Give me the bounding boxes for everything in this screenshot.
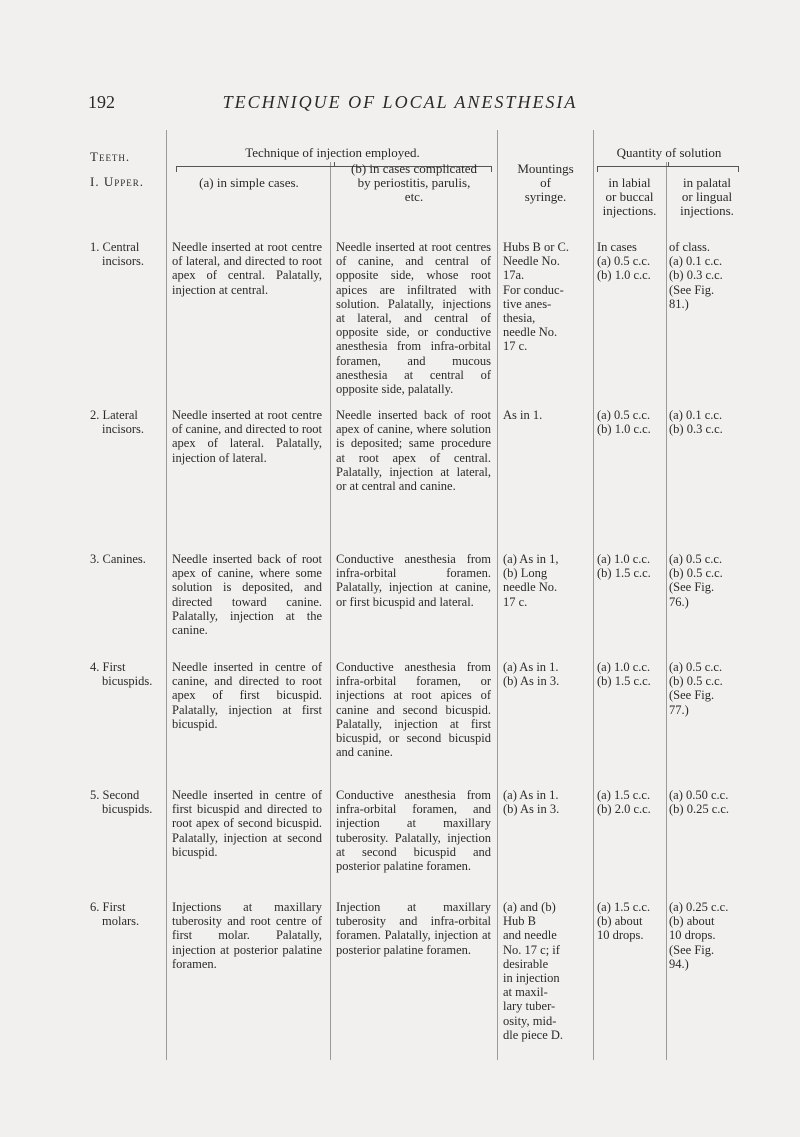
complicated-case-cell: Needle inserted at root centres of canine, and central of opposite side, whose root apices are infiltrated with solution. Palatally, injections at lateral, and central of opposite side, or conductive anesthesia from infra-orbital foramen, and mucous anesthesia at central of opposite side, palatally. — [336, 240, 491, 397]
labial-line: (a) 0.5 c.c. — [597, 254, 651, 269]
palatal-line: (a) 0.50 c.c. — [669, 788, 729, 802]
palatal-line: (a) 0.25 c.c. — [669, 900, 729, 914]
mountings-line: (a) As in 1. — [503, 788, 559, 802]
simple-case-cell: Needle inserted in centre of first bicuspid and directed to root apex of second bicuspid. Palatally, injection at second bicuspid. — [172, 788, 322, 859]
mountings-line: Needle No. — [503, 254, 560, 269]
mountings-cell — [503, 408, 591, 422]
mountings-cell — [503, 240, 591, 354]
rule-teeth — [166, 130, 167, 1060]
labial-line: In cases — [597, 240, 637, 254]
palatal-quantity-cell — [669, 240, 749, 311]
labial-quantity-cell — [597, 408, 667, 436]
labial-line: (b) 1.5 c.c. — [597, 674, 651, 689]
mountings-line: (b) As in 3. — [503, 802, 560, 817]
mountings-line: 17a. — [503, 268, 525, 283]
labial-quantity-cell — [597, 660, 667, 688]
palatal-line: (b) 0.3 c.c. — [669, 422, 723, 437]
palatal-quantity-cell — [669, 900, 749, 971]
mountings-line: in injection — [503, 971, 560, 986]
tooth-label — [90, 240, 166, 268]
header-teeth: Teeth. — [90, 149, 131, 164]
header-quantity-brace — [597, 166, 739, 174]
labial-line: 10 drops. — [597, 928, 644, 943]
palatal-line: (b) 0.3 c.c. — [669, 268, 723, 283]
tooth-label-line: 4. First — [90, 660, 126, 674]
rule-simple — [330, 162, 331, 1060]
palatal-line: (a) 0.1 c.c. — [669, 408, 723, 422]
mountings-line: Hub B — [503, 914, 536, 929]
mountings-line: needle No. — [503, 580, 558, 595]
mountings-line: lary tuber- — [503, 999, 556, 1014]
mountings-line: As in 1. — [503, 408, 543, 422]
tooth-label-line: incisors. — [102, 422, 145, 437]
tooth-label-line: 6. First — [90, 900, 126, 914]
palatal-line: (b) about — [669, 914, 715, 929]
labial-line: (a) 1.5 c.c. — [597, 900, 651, 914]
palatal-line: (See Fig. — [669, 282, 715, 297]
header-palatal: in palatal or lingual injections. — [680, 175, 734, 218]
mountings-line: (b) As in 3. — [503, 674, 560, 689]
simple-case-cell: Needle inserted back of root apex of canine, where some solution is deposited, and directed toward canine. Palatally, injection at the canine. — [172, 552, 322, 638]
mountings-line: 17 c. — [503, 339, 528, 354]
header-simple: (a) in simple cases. — [199, 175, 299, 190]
palatal-line: (See Fig. — [669, 580, 715, 595]
labial-quantity-cell — [597, 788, 667, 816]
complicated-case-cell: Injection at maxillary tuberosity and infra-orbital foramen. Palatally, injection at posterior palatine foramen. — [336, 900, 491, 957]
tooth-label-line: 1. Central — [90, 240, 140, 254]
mountings-line: For conduc- — [503, 282, 564, 297]
mountings-line: osity, mid- — [503, 1013, 557, 1028]
header-technique: Technique of injection employed. — [245, 145, 420, 160]
mountings-line: thesia, — [503, 311, 536, 326]
rule-complicated — [497, 130, 498, 1060]
tooth-label-line: bicuspids. — [102, 674, 153, 689]
palatal-line: (b) 0.5 c.c. — [669, 566, 723, 581]
palatal-line: 77.) — [669, 702, 689, 717]
mountings-line: (a) As in 1, — [503, 552, 559, 566]
labial-line: (b) about — [597, 914, 643, 929]
labial-line: (a) 1.0 c.c. — [597, 552, 651, 566]
mountings-line: dle piece D. — [503, 1027, 564, 1042]
mountings-line: (b) Long — [503, 566, 548, 581]
palatal-line: (b) 0.25 c.c. — [669, 802, 730, 817]
palatal-line: (a) 0.1 c.c. — [669, 254, 723, 269]
mountings-line: desirable — [503, 956, 549, 971]
mountings-cell — [503, 660, 591, 688]
mountings-line: 17 c. — [503, 594, 528, 609]
tooth-label-line: bicuspids. — [102, 802, 153, 817]
labial-quantity-cell — [597, 552, 667, 580]
palatal-line: (b) 0.5 c.c. — [669, 674, 723, 689]
mountings-line: tive anes- — [503, 296, 552, 311]
simple-case-cell: Needle inserted at root centre of canine, and directed to root apex of lateral. Palatally, injection of lateral. — [172, 408, 322, 465]
mountings-line: (a) and (b) — [503, 900, 556, 914]
palatal-line: 10 drops. — [669, 928, 716, 943]
header-upper: I. Upper. — [90, 174, 144, 189]
header-mountings: Mountings of syringe. — [517, 161, 574, 204]
mountings-line: at maxil- — [503, 985, 548, 1000]
labial-line: (b) 1.0 c.c. — [597, 268, 651, 283]
tooth-label — [90, 408, 166, 436]
tooth-label-line: 5. Second — [90, 788, 140, 802]
running-head: TECHNIQUE OF LOCAL ANESTHESIA — [222, 92, 578, 112]
labial-line: (a) 1.0 c.c. — [597, 660, 651, 674]
complicated-case-cell: Needle inserted back of root apex of canine, where solution is deposited; same procedure at root apex of central. Palatally, injection at lateral, or at central and canine. — [336, 408, 491, 494]
mountings-line: Hubs B or C. — [503, 240, 569, 254]
mountings-line: (a) As in 1. — [503, 660, 559, 674]
mountings-cell — [503, 900, 591, 1042]
palatal-line: 81.) — [669, 296, 689, 311]
simple-case-cell: Needle inserted in centre of canine, and directed to root apex of first bicuspid. Palatally, injection at first bicuspid. — [172, 660, 322, 731]
labial-line: (a) 0.5 c.c. — [597, 408, 651, 422]
tooth-label — [90, 900, 166, 928]
tooth-label-line: 2. Lateral — [90, 408, 138, 422]
complicated-case-cell: Conductive anesthesia from infra-orbital foramen. Palatally, injection at canine, or first bicuspid and lateral. — [336, 552, 491, 609]
page-number: 192 — [88, 92, 115, 112]
mountings-cell — [503, 788, 591, 816]
header-labial: in labial or buccal injections. — [602, 175, 657, 218]
labial-line: (b) 1.0 c.c. — [597, 422, 651, 437]
palatal-line: of class. — [669, 240, 710, 254]
labial-quantity-cell — [597, 240, 667, 283]
simple-case-cell: Needle inserted at root centre of lateral, and directed to root apex of central. Palatally, injection at central. — [172, 240, 322, 297]
mountings-cell — [503, 552, 591, 609]
tooth-label — [90, 660, 166, 688]
palatal-quantity-cell — [669, 660, 749, 717]
header-quantity: Quantity of solution — [616, 145, 722, 160]
tooth-label — [90, 552, 166, 566]
header-complicated: (b) in cases complicated by periostitis, parulis, etc. — [351, 161, 477, 204]
tooth-label-line: molars. — [102, 914, 140, 929]
palatal-quantity-cell — [669, 788, 749, 816]
complicated-case-cell: Conductive anesthesia from infra-orbital foramen, and injection at maxillary tuberosity. Palatally, injection at second bicuspid and posterior palatine foramen. — [336, 788, 491, 874]
labial-line: (a) 1.5 c.c. — [597, 788, 651, 802]
palatal-line: (See Fig. — [669, 942, 715, 957]
mountings-line: and needle — [503, 928, 557, 943]
palatal-line: 76.) — [669, 594, 689, 609]
rule-mountings — [593, 130, 594, 1060]
complicated-case-cell: Conductive anesthesia from infra-orbital foramen, or injections at root apices of canine and second bicuspid. Palatally, injection at first bicuspid, or second bicuspid and canine. — [336, 660, 491, 760]
palatal-line: (a) 0.5 c.c. — [669, 660, 723, 674]
tooth-label-line: 3. Canines. — [90, 552, 146, 566]
palatal-line: (a) 0.5 c.c. — [669, 552, 723, 566]
mountings-line: No. 17 c; if — [503, 942, 560, 957]
palatal-line: 94.) — [669, 956, 689, 971]
labial-quantity-cell — [597, 900, 667, 943]
palatal-quantity-cell — [669, 408, 749, 436]
mountings-line: needle No. — [503, 325, 558, 340]
palatal-line: (See Fig. — [669, 688, 715, 703]
tooth-label-line: incisors. — [102, 254, 145, 269]
labial-line: (b) 2.0 c.c. — [597, 802, 651, 817]
tooth-label — [90, 788, 166, 816]
palatal-quantity-cell — [669, 552, 749, 609]
simple-case-cell: Injections at maxillary tuberosity and root centre of first molar. Palatally, injection at posterior palatine foramen. — [172, 900, 322, 971]
labial-line: (b) 1.5 c.c. — [597, 566, 651, 581]
